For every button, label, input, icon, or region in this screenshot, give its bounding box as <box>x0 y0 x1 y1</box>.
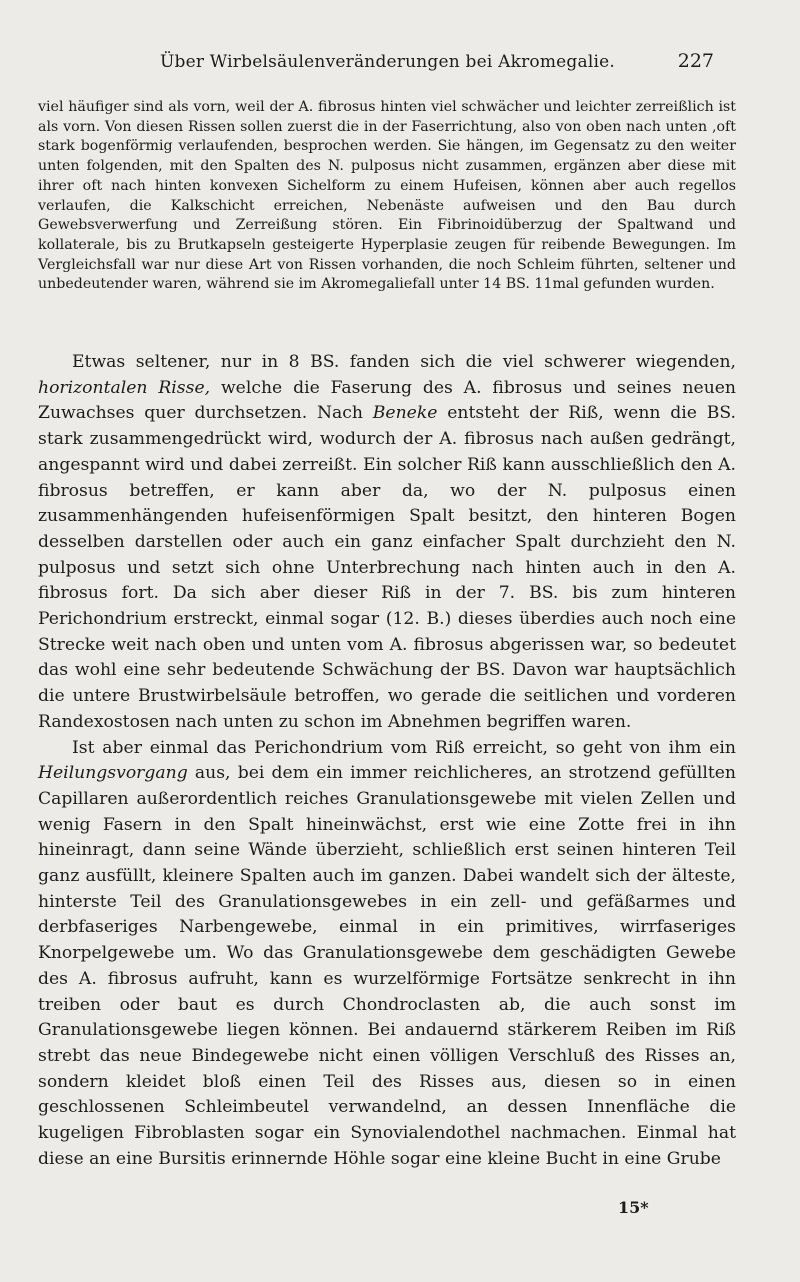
small-print-section <box>38 98 736 295</box>
page-number: 227 <box>677 50 714 72</box>
emphasis-author-beneke: Beneke <box>372 403 438 424</box>
paragraph-2-text-middle: welche die Faserung des A. fibrosus und seines neuen Zuwachses quer durchsetzen. Nach <box>38 377 736 424</box>
emphasis-heilungsvorgang: Heilungsvorgang <box>38 763 188 784</box>
emphasis-horizontal-risse: horizontalen Risse, <box>38 377 211 398</box>
running-title: Über Wirbelsäulenveränderungen bei Akromegalie. <box>160 52 615 72</box>
paragraph-2-text-start: Etwas seltener, nur in 8 BS. fanden sich die viel schwerer wiegenden, <box>72 352 736 372</box>
signature-mark: 15* <box>618 1198 649 1217</box>
small-print-paragraph: viel häufiger sind als vorn, weil der A. fibrosus hinten viel schwächer und leichter zerreißlich ist als vorn. Von diesen Rissen sollen zuerst die in der Faserrichtung, also von oben nach unten ,oft stark bogenförmig verlaufenden, besprochen werden. Sie hängen, im Gegensatz zu den weiter unten folgenden, mit den Spalten des N. pulposus nicht zusammen, ergänzen aber diese mit ihrer oft nach hinten konvexen Sichelform zu einem Hufeisen, können aber auch regellos verlaufen, die Kalkschicht erreichen, Nebenäste aufweisen und den Bau durch Gewebsverwerfung und Zerreißung stören. Ein Fibrinoidüberzug der Spaltwand und kollaterale, bis zu Brutkapseln gesteigerte Hyperplasie zeugen für reibende Bewegungen. Im Vergleichsfall war nur diese Art von Rissen vorhanden, die noch Schleim führten, seltener und unbedeutender waren, während sie im Akromegaliefall unter 14 BS. 11mal gefunden wurden. <box>38 99 736 293</box>
main-text-section <box>38 350 736 1173</box>
paragraph-2-text-end: entsteht der Riß, wenn die BS. stark zusammengedrückt wird, wodurch der A. fibrosus nach außen gedrängt, angespannt wird und dabei zerreißt. Ein solcher Riß kann ausschließlich den A. fibrosus betreffen, er kann aber da, wo der N. pulposus einen zusammenhängenden hufeisenförmigen Spalt besitzt, den hinteren Bogen desselben darstellen oder auch ein ganz einfacher Spalt durchzieht den N. pulposus und setzt sich ohne Unterbrechung nach hinten auch in den A. fibrosus fort. Da sich aber dieser Riß in der 7. BS. bis zum hinteren Perichondrium erstreckt, einmal sogar (12. B.) dieses überdies auch noch eine Strecke weit nach oben und unten vom A. fibrosus abgerissen war, so bedeutet das wohl eine sehr bedeutende Schwächung der BS. Davon war hauptsächlich die untere Brustwirbelsäule betroffen, wo gerade die seitlichen und vorderen Randexostosen nach unten zu schon im Abnehmen begriffen waren. <box>38 403 737 732</box>
paragraph-healing-process <box>38 736 736 1173</box>
paragraph-3-text-end: aus, bei dem ein immer reichlicheres, an strotzend gefüllten Capillaren außerordentlich reiches Granulationsgewebe mit vielen Zellen und wenig Fasern in den Spalt hineinwächst, erst wie eine Zotte frei in ihn hineinragt, dann seine Wände überzieht, schließlich erst seinen hinteren Teil ganz ausfüllt, kleinere Spalten auch im ganzen. Dabei wandelt sich der älteste, hinterste Teil des Granulationsgewebes in ein zell- und gefäßarmes und derbfaseriges Narbengewebe, einmal in ein primitives, wirrfaseriges Knorpelgewebe um. Wo das Granulationsgewebe dem geschädigten Gewebe des A. fibrosus aufruht, kann es wurzelförmige Fortsätze senkrecht in ihn treiben oder baut es durch Chondroclasten ab, die auch sonst im Granulationsgewebe liegen können. Bei andauernd stärkerem Reiben im Riß strebt das neue Bindegewebe nicht einen völligen Verschluß des Risses an, sondern kleidet bloß einen Teil des Risses aus, diesen so in einen geschlossenen Schleimbeutel verwandelnd, an dessen Innenfläche die kugeligen Fibroblasten sogar ein Synovialendothel nachmachen. Einmal hat diese an eine Bursitis erinnernde Höhle sogar eine kleine Bucht in eine Grube <box>38 763 736 1169</box>
running-header <box>100 50 714 76</box>
paragraph-3-text-start: Ist aber einmal das Perichondrium vom Riß erreicht, so geht von ihm ein <box>72 737 736 758</box>
paragraph-horizontal-tears <box>38 350 736 736</box>
